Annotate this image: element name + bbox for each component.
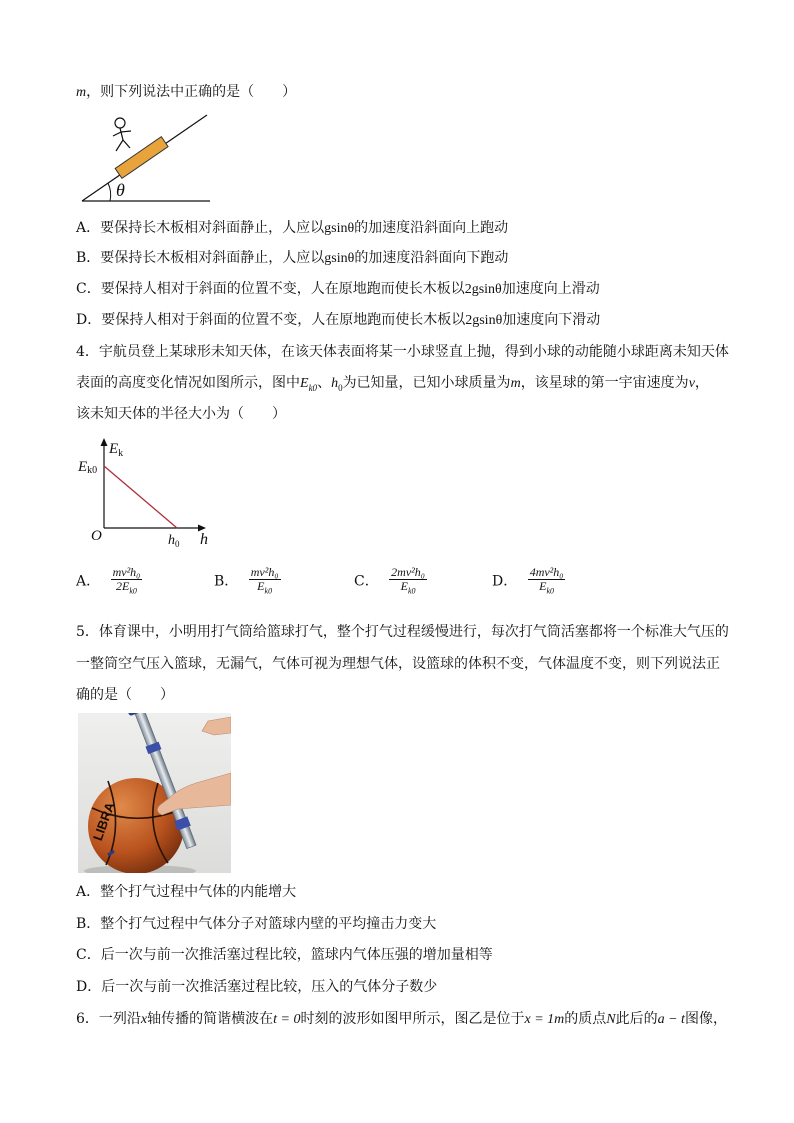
q5-stem-line2: 一整筒空气压入篮球，无漏气，气体可视为理想气体，设篮球的体积不变，气体温度不变，则下列说法正	[76, 656, 720, 672]
y-axis-label: $E_k$	[109, 441, 124, 459]
q6-stem-line1: 6．一列沿x轴传播的简谐横波在t = 0时刻的波形如图甲所示，图乙是位于x = 1m的质点N此后的a − t图像，	[76, 1011, 727, 1027]
q4-stem-line2: 表面的高度变化情况如图所示，图中$E_{k0}$、$h_0$为已知量，已知小球质量为m，该星球的第一宇宙速度为v，	[76, 375, 709, 393]
q4-option-b: B． $\frac{\text{mv²h₀}}{E_{k0}}$	[214, 565, 279, 596]
angle-arc	[108, 183, 111, 201]
q3-option-d: D．要保持人相对于斜面的位置不变，人在原地跑而使长木板以2gsinθ加速度向下滑动	[76, 312, 601, 328]
q3-stem-tail: m，则下列说法中正确的是（ ）	[76, 84, 297, 100]
y-tick-label: Ek0	[78, 459, 98, 476]
ek-line	[104, 466, 177, 528]
q5-option-b: B．整个打气过程中气体分子对篮球内壁的平均撞击力变大	[76, 916, 437, 932]
q4-option-d: D． $\frac{\text{4mv²h₀}}{E_{k0}}$	[492, 565, 564, 596]
incline-figure	[80, 108, 215, 204]
basketball-pump-photo	[78, 713, 231, 873]
q3-option-b: B．要保持长木板相对斜面静止，人应以gsinθ的加速度沿斜面向下跑动	[76, 250, 509, 266]
long-board	[115, 137, 168, 179]
q5-option-d: D．后一次与前一次推活塞过程比较，压入的气体分子数少	[76, 979, 438, 995]
runner-figure	[113, 118, 131, 151]
y-axis-arrow	[101, 438, 108, 446]
q4-stem-line3: 该未知天体的半径大小为（ ）	[76, 406, 286, 422]
theta-label: θ	[116, 180, 125, 200]
q5-option-c: C．后一次与前一次推活塞过程比较，篮球内气体压强的增加量相等	[76, 947, 493, 963]
q5-stem-line3: 确的是（ ）	[76, 687, 174, 703]
ball-logo-text: LIBRA	[89, 800, 118, 843]
q4-option-a: A． $\frac{\text{mv²h₀}}{2E_{k0}}$	[76, 565, 141, 596]
q4-stem-line1: 4．宇航员登上某球形未知天体，在该天体表面将某一小球竖直上抛，得到小球的动能随小球距离未知天体	[76, 344, 729, 360]
x-tick-label: $h_0$	[168, 533, 180, 548]
ek-h-graph	[76, 436, 216, 548]
x-axis-label: h	[200, 531, 208, 548]
q5-option-a: A．整个打气过程中气体的内能增大	[76, 884, 297, 900]
q3-option-c: C．要保持人相对于斜面的位置不变，人在原地跑而使长木板以2gsinθ加速度向上滑动	[76, 281, 600, 297]
origin-label: O	[91, 528, 102, 544]
q4-option-c: C． $\frac{\text{2mv²h₀}}{E_{k0}}$	[354, 565, 425, 596]
q3-option-a: A．要保持长木板相对斜面静止，人应以gsinθ的加速度沿斜面向上跑动	[76, 220, 509, 236]
q5-stem-line1: 5．体育课中，小明用打气筒给篮球打气，整个打气过程缓慢进行，每次打气筒活塞都将一个标准大气压的	[76, 624, 729, 640]
